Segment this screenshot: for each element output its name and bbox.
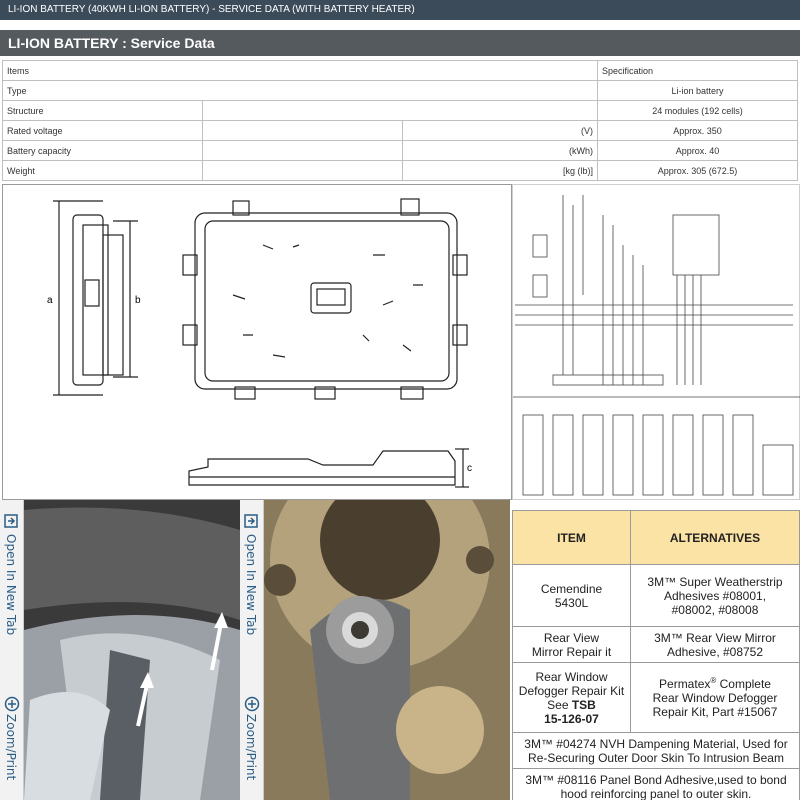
alternative-line: #08002, #08008 (671, 602, 759, 617)
table-row (3, 161, 798, 181)
row-empty (203, 161, 403, 181)
row-empty (203, 121, 403, 141)
alternative-cell (631, 565, 800, 627)
row-unit: (V) (403, 121, 598, 141)
table-row (3, 101, 798, 121)
row-unit: [kg (lb)] (403, 161, 598, 181)
row-spec: Approx. 350 (598, 121, 798, 141)
row-item: Weight (3, 161, 203, 181)
note-cell (513, 733, 800, 769)
row-empty (203, 101, 598, 121)
dimension-label-c: c (467, 463, 472, 474)
battery-line-drawing (3, 185, 513, 501)
row-unit: (kWh) (403, 141, 598, 161)
alternative-line: Rear Window Defogger (652, 691, 778, 705)
brand-name: Permatex (659, 677, 711, 691)
item-line: Cemendine (540, 581, 603, 596)
top-title: LI-ION BATTERY (40KWH LI-ION BATTERY) - SERVICE DATA (WITH BATTERY HEATER) (8, 4, 415, 15)
alternative-line: 3M™ Rear View Mirror (654, 630, 776, 645)
row-empty (203, 141, 403, 161)
item-column-header: ITEM (513, 511, 631, 565)
wheel-image (0, 500, 240, 800)
alternative-cell (631, 663, 800, 733)
item-line: Defogger Repair Kit (518, 683, 625, 698)
alternatives-table (512, 510, 800, 800)
service-data-table (2, 60, 798, 181)
items-header: Items (3, 61, 598, 81)
note-line: Re-Securing Outer Door Skin To Intrusion Beam (528, 750, 784, 765)
top-title-bar (0, 0, 800, 20)
dimension-label-b: b (135, 295, 141, 306)
specification-header: Specification (598, 61, 798, 81)
item-cell (513, 627, 631, 663)
zoom-icon[interactable] (244, 696, 260, 712)
alternative-line: Adhesive, #08752 (666, 644, 764, 659)
alternative-line: Repair Kit, Part #15067 (652, 705, 778, 719)
section-header (0, 30, 800, 56)
dimension-label-a: a (47, 295, 53, 306)
table-row (513, 627, 800, 663)
zoom-print-link[interactable]: Zoom/Print (4, 714, 18, 781)
row-spec: Approx. 305 (672.5) (598, 161, 798, 181)
item-line: Rear View (543, 630, 600, 645)
tsb-link[interactable]: TSB (571, 697, 596, 712)
table-row (513, 663, 800, 733)
zoom-icon[interactable] (4, 696, 20, 712)
row-item: Battery capacity (3, 141, 203, 161)
row-spec: Li-ion battery (598, 81, 798, 101)
open-tab-icon[interactable] (244, 514, 260, 530)
alternative-cell (631, 627, 800, 663)
alternatives-column-header: ALTERNATIVES (631, 511, 800, 565)
table-row (513, 733, 800, 769)
section-title: LI-ION BATTERY : Service Data (8, 35, 215, 51)
note-line: 3M™ #08116 Panel Bond Adhesive,used to bond (525, 772, 787, 787)
alternative-text: Complete (716, 677, 771, 691)
item-line: Rear Window (535, 669, 608, 684)
item-cell (513, 565, 631, 627)
open-tab-icon[interactable] (4, 514, 20, 530)
row-spec: 24 modules (192 cells) (598, 101, 798, 121)
item-line (513, 698, 630, 712)
zoom-print-link[interactable]: Zoom/Print (244, 714, 258, 781)
wiring-schematic (513, 185, 800, 501)
note-line: 3M™ #04274 NVH Dampening Material, Used for (524, 736, 788, 751)
photo-sidebar (240, 500, 264, 800)
alternative-line: 3M™ Super Weatherstrip (647, 574, 783, 589)
alternative-line (631, 676, 799, 691)
wiring-diagram (512, 184, 800, 500)
hub-photo (240, 500, 510, 800)
table-row (3, 121, 798, 141)
open-in-new-tab-link[interactable]: Open In New Tab (4, 534, 18, 636)
row-item: Type (3, 81, 598, 101)
alternatives-header-row (513, 511, 800, 565)
table-row (513, 769, 800, 800)
photo-sidebar (0, 500, 24, 800)
tsb-number: 15-126-07 (544, 711, 599, 726)
note-cell (513, 769, 800, 800)
see-text: See (547, 697, 572, 712)
hub-image (240, 500, 510, 800)
note-line: hood reinforcing panel to outer skin. (560, 786, 752, 800)
alternative-line: Adhesives #08001, (663, 588, 767, 603)
open-in-new-tab-link[interactable]: Open In New Tab (244, 534, 258, 636)
item-line: 5430L (554, 595, 589, 610)
item-line: Mirror Repair it (531, 644, 612, 659)
tire-wheel-photo (0, 500, 240, 800)
row-spec: Approx. 40 (598, 141, 798, 161)
table-row (3, 81, 798, 101)
table-row (3, 141, 798, 161)
table-header-row (3, 61, 798, 81)
item-cell (513, 663, 631, 733)
registered-mark: ® (710, 676, 717, 685)
table-row (513, 565, 800, 627)
row-item: Rated voltage (3, 121, 203, 141)
battery-diagram (2, 184, 512, 500)
row-item: Structure (3, 101, 203, 121)
